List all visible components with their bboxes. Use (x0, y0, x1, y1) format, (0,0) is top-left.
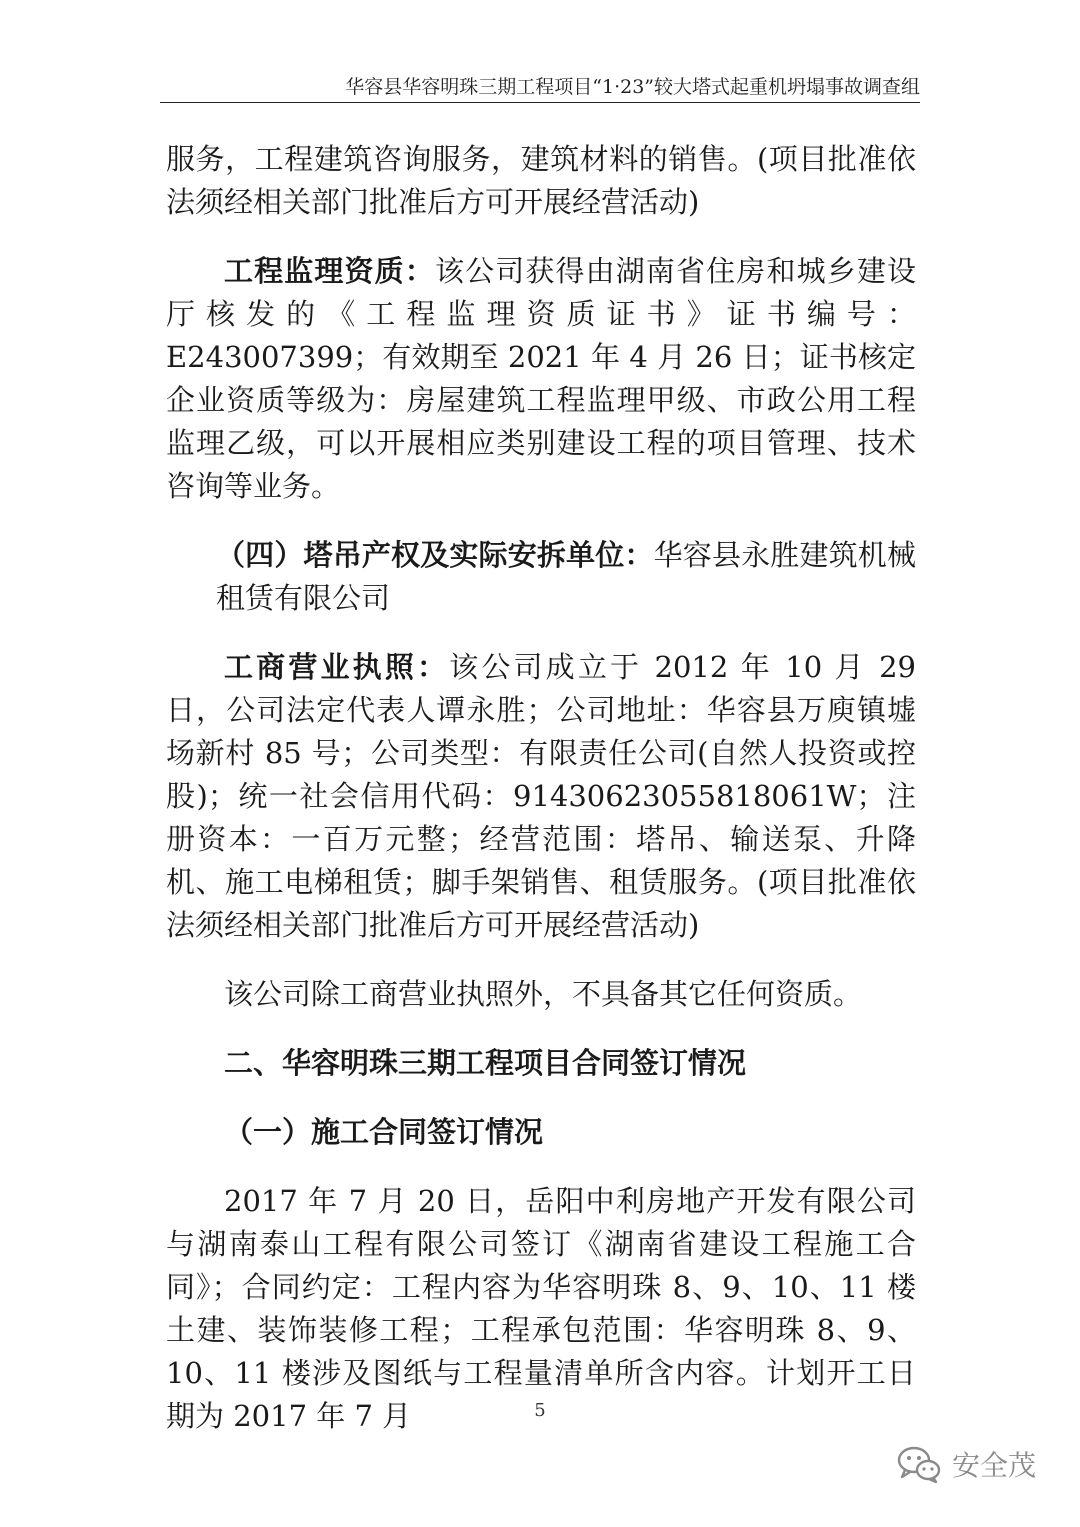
document-body (166, 138, 916, 1438)
wechat-icon (896, 1444, 942, 1484)
subsection-heading-construction-contract: （一）施工合同签订情况 (224, 1115, 544, 1149)
section-heading-contracts: 二、华容明珠三期工程项目合同签订情况 (224, 1046, 747, 1080)
watermark-text: 安全茂 (951, 1449, 1036, 1482)
watermark (896, 1444, 1036, 1484)
tower-crane-owner-label: （四）塔吊产权及实际安拆单位： (216, 538, 654, 572)
paragraph-supervision-qualification (166, 250, 916, 508)
business-license-label: 工商营业执照： (224, 650, 450, 684)
supervision-qualification-text: 该公司获得由湖南省住房和城乡建设厅核发的《工程监理资质证书》证书编号：E243007399；有效期至 2021 年 4 月 26 日；证书核定企业资质等级为：房屋建筑工程监理甲级、市政公用工程监理乙级，可以开展相应类别建设工程的项目管理、技术咨询等业务。 (166, 254, 916, 503)
paragraph-business-scope-end: 服务，工程建筑咨询服务，建筑材料的销售。(项目批准依法须经相关部门批准后方可开展经营活动) (166, 142, 916, 219)
paragraph-construction-contract: 2017 年 7 月 20 日，岳阳中利房地产开发有限公司与湖南泰山工程有限公司签订《湖南省建设工程施工合同》；合同约定：工程内容为华容明珠 8、9、10、11 楼土建、装饰装修工程；工程承包范围：华容明珠 8、9、10、11 楼涉及图纸与工程量清单所含内容。计划开工日期为 2017 年 7 月 (166, 1184, 916, 1433)
paragraph-business-license (166, 646, 916, 947)
page-number: 5 (534, 1400, 546, 1421)
section-tower-crane-owner (180, 534, 916, 620)
document-header: 华容县华容明珠三期工程项目“1·23”较大塔式起重机坍塌事故调查组 (345, 76, 920, 98)
supervision-qualification-label: 工程监理资质： (224, 254, 435, 288)
paragraph-no-other-qualification: 该公司除工商营业执照外，不具备其它任何资质。 (224, 977, 863, 1011)
tower-crane-owner-text: 华容县永胜建筑机械租赁有限公司 (216, 538, 916, 615)
business-license-text: 该公司成立于 2012 年 10 月 29 日，公司法定代表人谭永胜；公司地址：华容县万庾镇墟场新村 85 号；公司类型：有限责任公司(自然人投资或控股)；统一社会信用代码：91430623055818061W；注册资本：一百万元整；经营范围：塔吊、输送泵、升降机、施工电梯租赁；脚手架销售、租赁服务。(项目批准依法须经相关部门批准后方可开展经营活动) (166, 650, 916, 942)
header-rule (160, 102, 920, 103)
